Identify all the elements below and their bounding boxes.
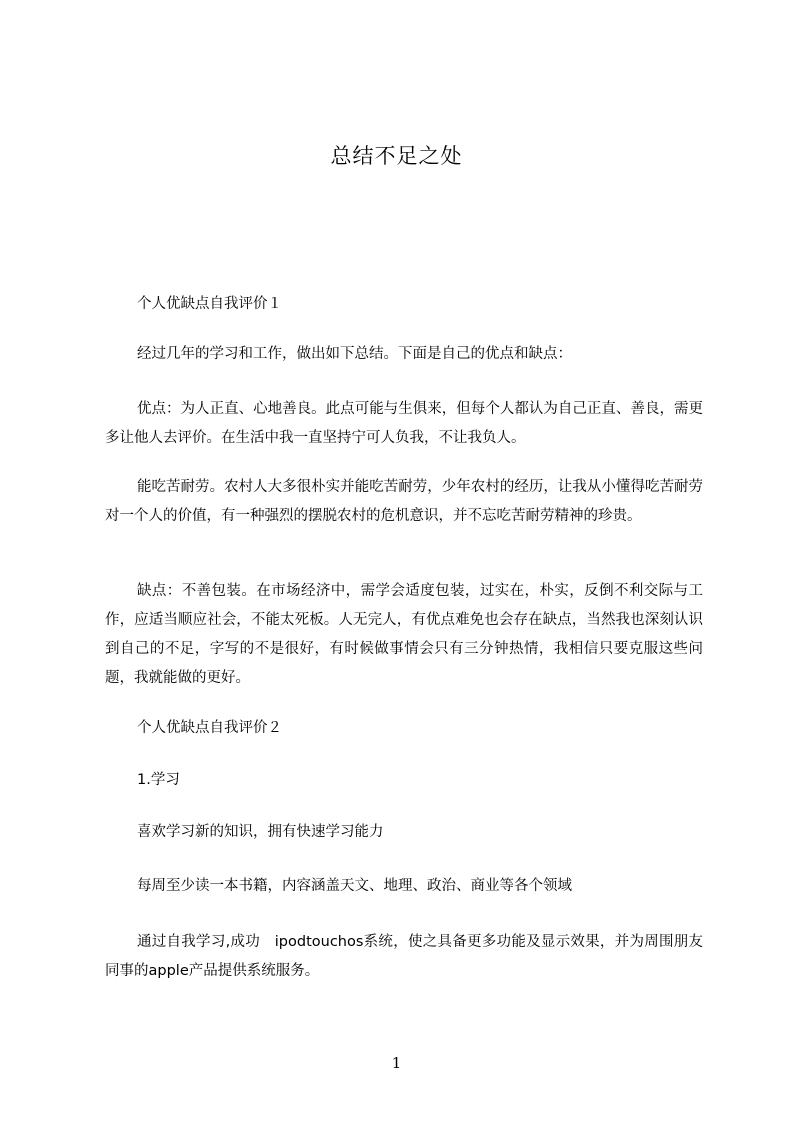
section-heading-1: 个人优缺点自我评价１ <box>137 296 282 312</box>
paragraph-study-3: 通过自我学习,成功 ipodtouchos系统，使之具备更多功能及显示效果，并为周围朋友同事的apple产品提供系统服务。 <box>105 934 703 979</box>
paragraph-study-2: 每周至少读一本书籍，内容涵盖天文、地理、政治、商业等各个领域 <box>137 878 572 894</box>
paragraph-strength-2: 能吃苦耐劳。农村人大多很朴实并能吃苦耐劳，少年农村的经历，让我从小懂得吃苦耐劳对一个人的价值，有一种强烈的摆脱农村的危机意识，并不忘吃苦耐劳精神的珍贵。 <box>105 479 703 524</box>
section-heading-2: 个人优缺点自我评价２ <box>137 720 282 736</box>
subsection-heading-study: 1.学习 <box>137 772 180 788</box>
document-title: 总结不足之处 <box>330 144 463 168</box>
paragraph-strength-1: 优点：为人正直、心地善良。此点可能与生俱来，但每个人都认为自己正直、善良，需更多让他人去评价。在生活中我一直坚持宁可人负我，不让我负人。 <box>105 401 703 446</box>
paragraph-weakness: 缺点：不善包装。在市场经济中，需学会适度包装，过实在，朴实，反倒不利交际与工作，应适当顺应社会，不能太死板。人无完人，有优点难免也会存在缺点，当然我也深刻认识到自己的不足，字写的不是很好，有时候做事情会只有三分钟热情，我相信只要克服这些问题，我就能做的更好。 <box>105 583 703 686</box>
page-number: 1 <box>391 1054 402 1072</box>
paragraph-study-1: 喜欢学习新的知识，拥有快速学习能力 <box>137 824 384 840</box>
paragraph-intro: 经过几年的学习和工作，做出如下总结。下面是自己的优点和缺点： <box>137 346 572 362</box>
